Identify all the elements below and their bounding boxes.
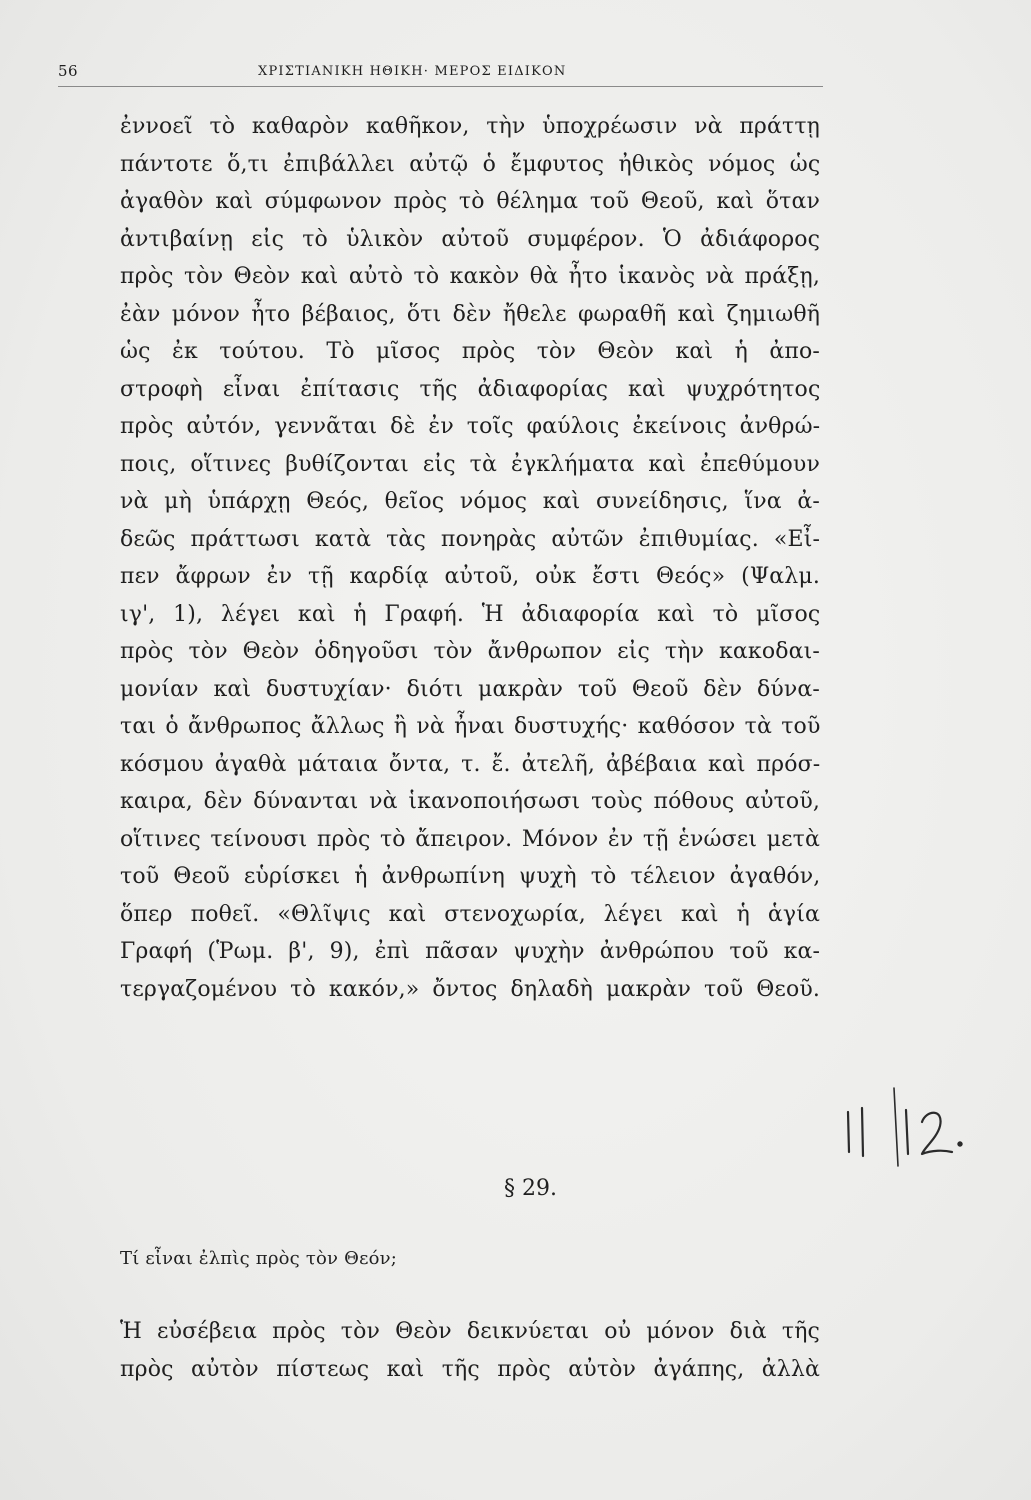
text-line: τεργαζομένου τὸ κακόν,» ὄντος δηλαδὴ μακρὰν τοῦ Θεοῦ. <box>120 976 821 1002</box>
page-number: 56 <box>58 62 79 80</box>
text-line: πρὸς αὐτόν, γεννᾶται δὲ ἐν τοῖς φαύλοις ἐκείνοις ἀνθρώ- <box>120 414 821 439</box>
text-line: ὡς ἐκ τούτου. Τὸ μῖσος πρὸς τὸν Θεὸν καὶ ἡ ἀπο- <box>120 339 821 364</box>
text-line: ἐὰν μόνον ἦτο βέβαιος, ὅτι δὲν ἤθελε φωραθῆ καὶ ζημιωθῆ <box>120 301 821 327</box>
text-line: ὅπερ ποθεῖ. «Θλῖψις καὶ στενοχωρία, λέγει καὶ ἡ ἁγία <box>120 901 820 927</box>
text-line: ἐννοεῖ τὸ καθαρὸν καθῆκον, τὴν ὑποχρέωσιν νὰ πράττῃ <box>120 114 820 139</box>
text-line: πρὸς τὸν Θεὸν ὁδηγοῦσι τὸν ἄνθρωπον εἰς τὴν κακοδαι- <box>120 639 820 664</box>
text-line: Ἡ εὐσέβεια πρὸς τὸν Θεὸν δεικνύεται οὐ μόνον διὰ τῆς <box>120 1319 820 1344</box>
text-line: ποις, οἵτινες βυθίζονται εἰς τὰ ἐγκλήματα καὶ ἐπεθύμουν <box>120 451 820 477</box>
paragraph-section-29 <box>120 1313 820 1388</box>
text-line: νὰ μὴ ὑπάρχῃ Θεός, θεῖος νόμος καὶ συνείδησις, ἵνα ἀ- <box>120 489 820 514</box>
text-line: ιγ', 1), λέγει καὶ ἡ Γραφή. Ἡ ἀδιαφορία καὶ τὸ μῖσος <box>120 601 821 627</box>
text-line: πεν ἄφρων ἐν τῇ καρδίᾳ αὐτοῦ, οὐκ ἔστι Θεός» (Ψαλμ. <box>120 564 820 589</box>
text-line: καιρα, δὲν δύνανται νὰ ἱκανοποιήσωσι τοὺς πόθους αὐτοῦ, <box>120 789 820 814</box>
text-line: οἵτινες τείνουσι πρὸς τὸ ἄπειρον. Μόνον ἐν τῇ ἑνώσει μετὰ <box>120 826 820 852</box>
section-question: Τί εἶναι ἐλπὶς πρὸς τὸν Θεόν; <box>120 1248 398 1269</box>
text-line: δεῶς πράττωσι κατὰ τὰς πονηρὰς αὐτῶν ἐπιθυμίας. «Εἶ- <box>120 526 821 552</box>
text-line: μονίαν καὶ δυστυχίαν· διότι μακρὰν τοῦ Θεοῦ δὲν δύνα- <box>120 676 820 702</box>
handwritten-annotation <box>840 1070 990 1170</box>
paragraph-main <box>120 108 820 1008</box>
text-line: ἀντιβαίνῃ εἰς τὸ ὑλικὸν αὐτοῦ συμφέρον. Ὁ ἀδιάφορος <box>120 226 821 252</box>
text-line: τοῦ Θεοῦ εὑρίσκει ἡ ἀνθρωπίνη ψυχὴ τὸ τέλειον ἀγαθόν, <box>120 864 821 889</box>
running-head <box>58 60 823 87</box>
text-line: κόσμου ἀγαθὰ μάταια ὄντα, τ. ἔ. ἀτελῆ, ἀβέβαια καὶ πρόσ- <box>120 751 821 777</box>
running-title: ΧΡΙΣΤΙΑΝΙΚΗ ΗΘΙΚΗ· ΜΕΡΟΣ ΕΙΔΙΚΟΝ <box>258 64 567 79</box>
text-line: ται ὁ ἄνθρωπος ἄλλως ἢ νὰ ἦναι δυστυχής· καθόσον τὰ τοῦ <box>120 714 821 739</box>
text-line: πρὸς τὸν Θεὸν καὶ αὐτὸ τὸ κακὸν θὰ ἦτο ἱκανὸς νὰ πράξῃ, <box>120 264 820 289</box>
text-line: Γραφή (Ῥωμ. β', 9), ἐπὶ πᾶσαν ψυχὴν ἀνθρώπου τοῦ κα- <box>120 939 821 964</box>
text-line: πάντοτε ὅ,τι ἐπιβάλλει αὐτῷ ὁ ἔμφυτος ἠθικὸς νόμος ὡς <box>120 151 821 177</box>
text-line: πρὸς αὐτὸν πίστεως καὶ τῆς πρὸς αὐτὸν ἀγάπης, ἀλλὰ <box>120 1356 820 1382</box>
text-line: ἀγαθὸν καὶ σύμφωνον πρὸς τὸ θέλημα τοῦ Θεοῦ, καὶ ὅταν <box>120 189 820 214</box>
text-line: στροφὴ εἶναι ἐπίτασις τῆς ἀδιαφορίας καὶ ψυχρότητος <box>120 376 821 402</box>
section-number: § 29. <box>504 1176 557 1201</box>
